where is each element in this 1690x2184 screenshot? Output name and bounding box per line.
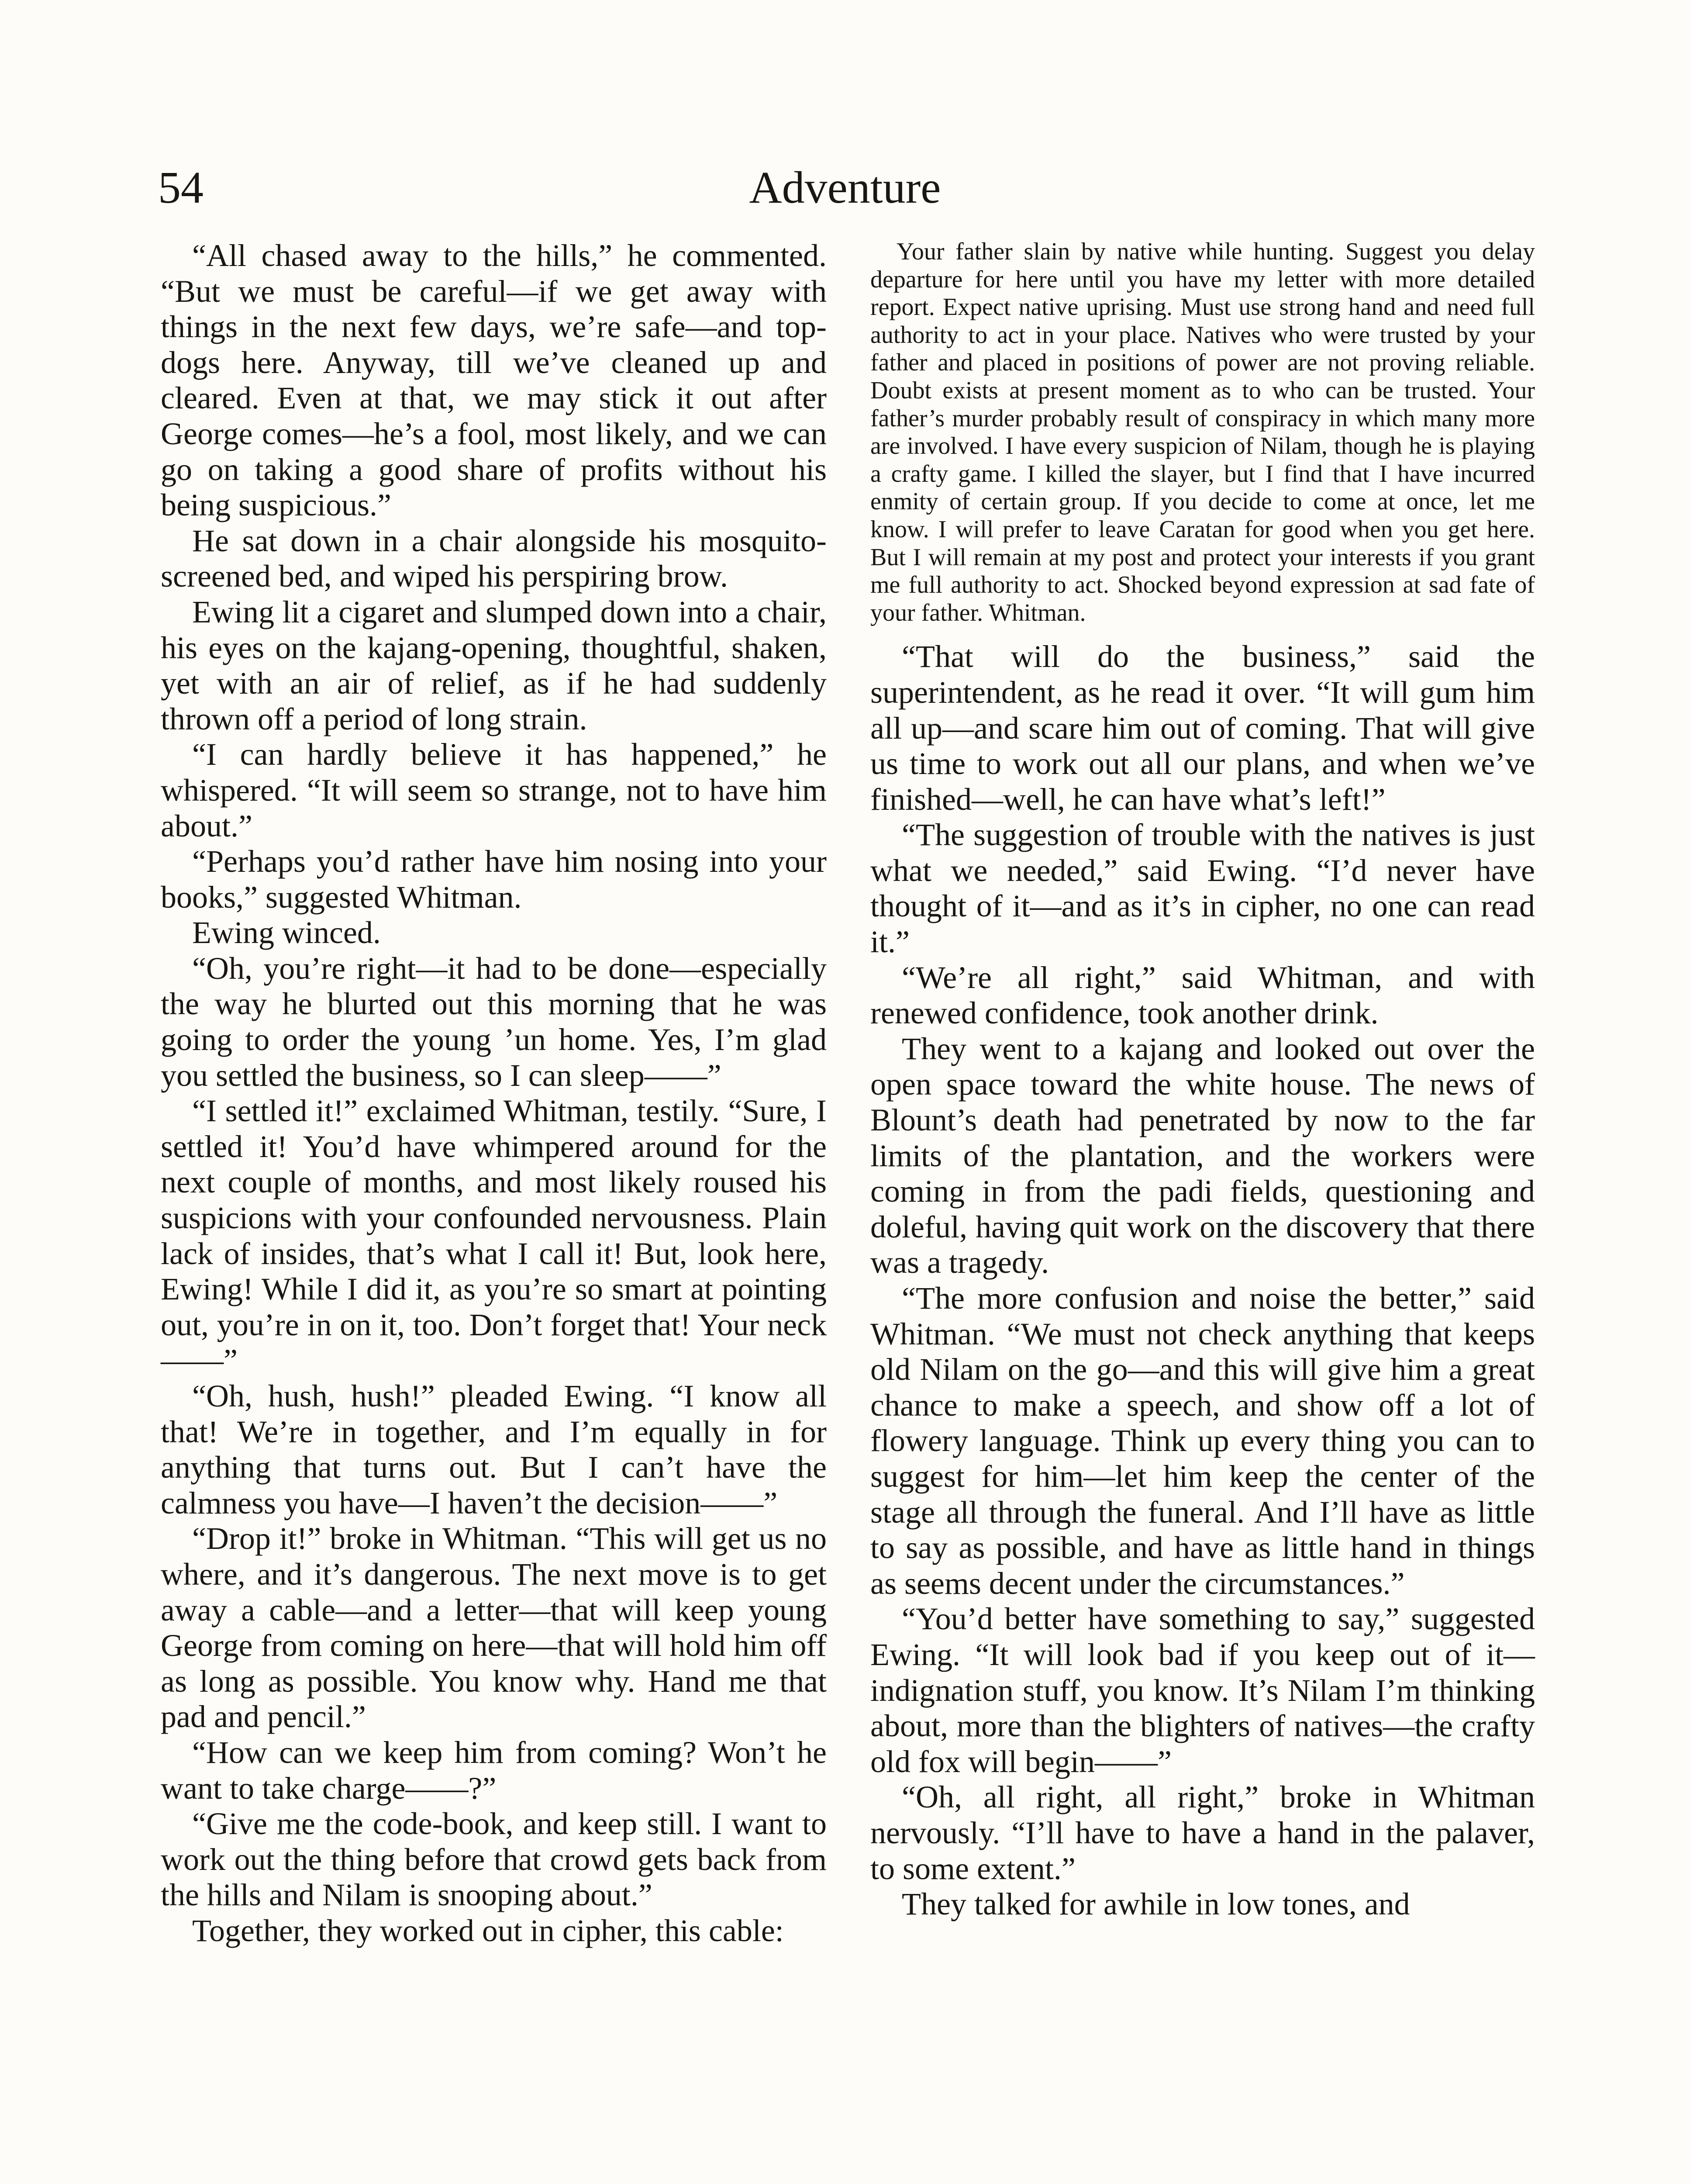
paragraph: “I can hardly believe it has happened,” he whispered. “It will seem so strange, not to have him about.”: [161, 737, 827, 843]
paragraph: They talked for awhile in low tones, and: [902, 1887, 1410, 1922]
running-title: Adventure: [749, 162, 941, 213]
paragraph: “How can we keep him from coming? Won’t he want to take charge——?”: [161, 1735, 827, 1806]
paragraph: “You’d better have something to say,” suggested Ewing. “It will look bad if you keep out of it—indignation stuff, you know. It’s Nilam I’m thinking about, more than the blighters of natives—the crafty old fox will begin——”: [870, 1601, 1535, 1779]
paragraph: “The more confusion and noise the better,” said Whitman. “We must not check anything that keeps old Nilam on the go—and this will give him a great chance to make a speech, and show off a lot of flowery language. Think up every thing you can to suggest for him—let him keep the center of the stage all through the funeral. And I’ll have as little to say as possible, and have as little hand in things as seems decent under the circumstances.”: [870, 1281, 1535, 1601]
paragraph: “Perhaps you’d rather have him nosing into your books,” suggested Whitman.: [161, 844, 827, 915]
paragraph: “I settled it!” exclaimed Whitman, testily. “Sure, I settled it! You’d have whimpered around for the next couple of months, and most likely roused his suspicions with your confounded nervousness. Plain lack of insides, that’s what I call it! But, look here, Ewing! While I did it, as you’re so smart at pointing out, you’re in on it, too. Don’t forget that! Your neck——”: [161, 1093, 827, 1378]
paragraph: They went to a kajang and looked out over the open space toward the white house. The news of Blount’s death had penetrated by now to the far limits of the plantation, and the workers were coming in from the padi fields, questioning and doleful, having quit work on the discovery that there was a tragedy.: [870, 1031, 1535, 1280]
paragraph: “Oh, hush, hush!” pleaded Ewing. “I know all that! We’re in together, and I’m equally in for anything that turns out. But I can’t have the calmness you have—I haven’t the decision——”: [161, 1379, 827, 1521]
paragraph: Ewing lit a cigaret and slumped down into a chair, his eyes on the kajang-opening, thoughtful, shaken, yet with an air of relief, as if he had suddenly thrown off a period of long strain.: [161, 594, 827, 736]
page-number: 54: [158, 162, 203, 213]
left-column: [161, 238, 827, 1949]
right-column: [870, 238, 1535, 1922]
paragraph: “Give me the code-book, and keep still. I want to work out the thing before that crowd gets back from the hills and Nilam is snooping about.”: [161, 1806, 827, 1913]
paragraph: Together, they worked out in cipher, this cable:: [192, 1913, 784, 1948]
paragraph: He sat down in a chair alongside his mosquito-screened bed, and wiped his perspiring brow.: [161, 523, 827, 594]
paragraph: “All chased away to the hills,” he commented. “But we must be careful—if we get away with things in the next few days, we’re safe—and top-dogs here. Anyway, till we’ve cleaned up and cleared. Even at that, we may stick it out after George comes—he’s a fool, most likely, and we can go on taking a good share of profits without his being suspicious.”: [161, 238, 827, 523]
paragraph: “Drop it!” broke in Whitman. “This will get us no where, and it’s dangerous. The next move is to get away a cable—and a letter—that will keep young George from coming on here—that will hold him off as long as possible. You know why. Hand me that pad and pencil.”: [161, 1521, 827, 1735]
paragraph: “We’re all right,” said Whitman, and with renewed confidence, took another drink.: [870, 960, 1535, 1031]
paragraph: “Oh, you’re right—it had to be done—especially the way he blurted out this morning that he was going to order the young ’un home. Yes, I’m glad you settled the business, so I can sleep——”: [161, 950, 827, 1093]
paragraph: “That will do the business,” said the superintendent, as he read it over. “It will gum him all up—and scare him out of coming. That will give us time to work out all our plans, and when we’ve finished—well, he can have what’s left!”: [870, 639, 1535, 817]
page-header: [0, 157, 1690, 218]
paragraph: Ewing winced.: [192, 915, 381, 950]
paragraph: “The suggestion of trouble with the natives is just what we needed,” said Ewing. “I’d never have thought of it—and as it’s in cipher, no one can read it.”: [870, 817, 1535, 960]
cable-text: Your father slain by native while hunting. Suggest you delay departure for here until you have my letter with more detailed report. Expect native uprising. Must use strong hand and need full authority to act in your place. Natives who were trusted by your father and placed in positions of power are not proving reliable. Doubt exists at present moment as to who can be trusted. Your father’s murder probably result of conspiracy in which many more are involved. I have every suspicion of Nilam, though he is playing a crafty game. I killed the slayer, but I find that I have incurred enmity of certain group. If you decide to come at once, let me know. I will prefer to leave Caratan for good when you get here. But I will remain at my post and protect your interests if you grant me full authority to act. Shocked beyond expression at sad fate of your father. Whitman.: [870, 238, 1535, 626]
paragraph: “Oh, all right, all right,” broke in Whitman nervously. “I’ll have to have a hand in the palaver, to some extent.”: [870, 1780, 1535, 1886]
